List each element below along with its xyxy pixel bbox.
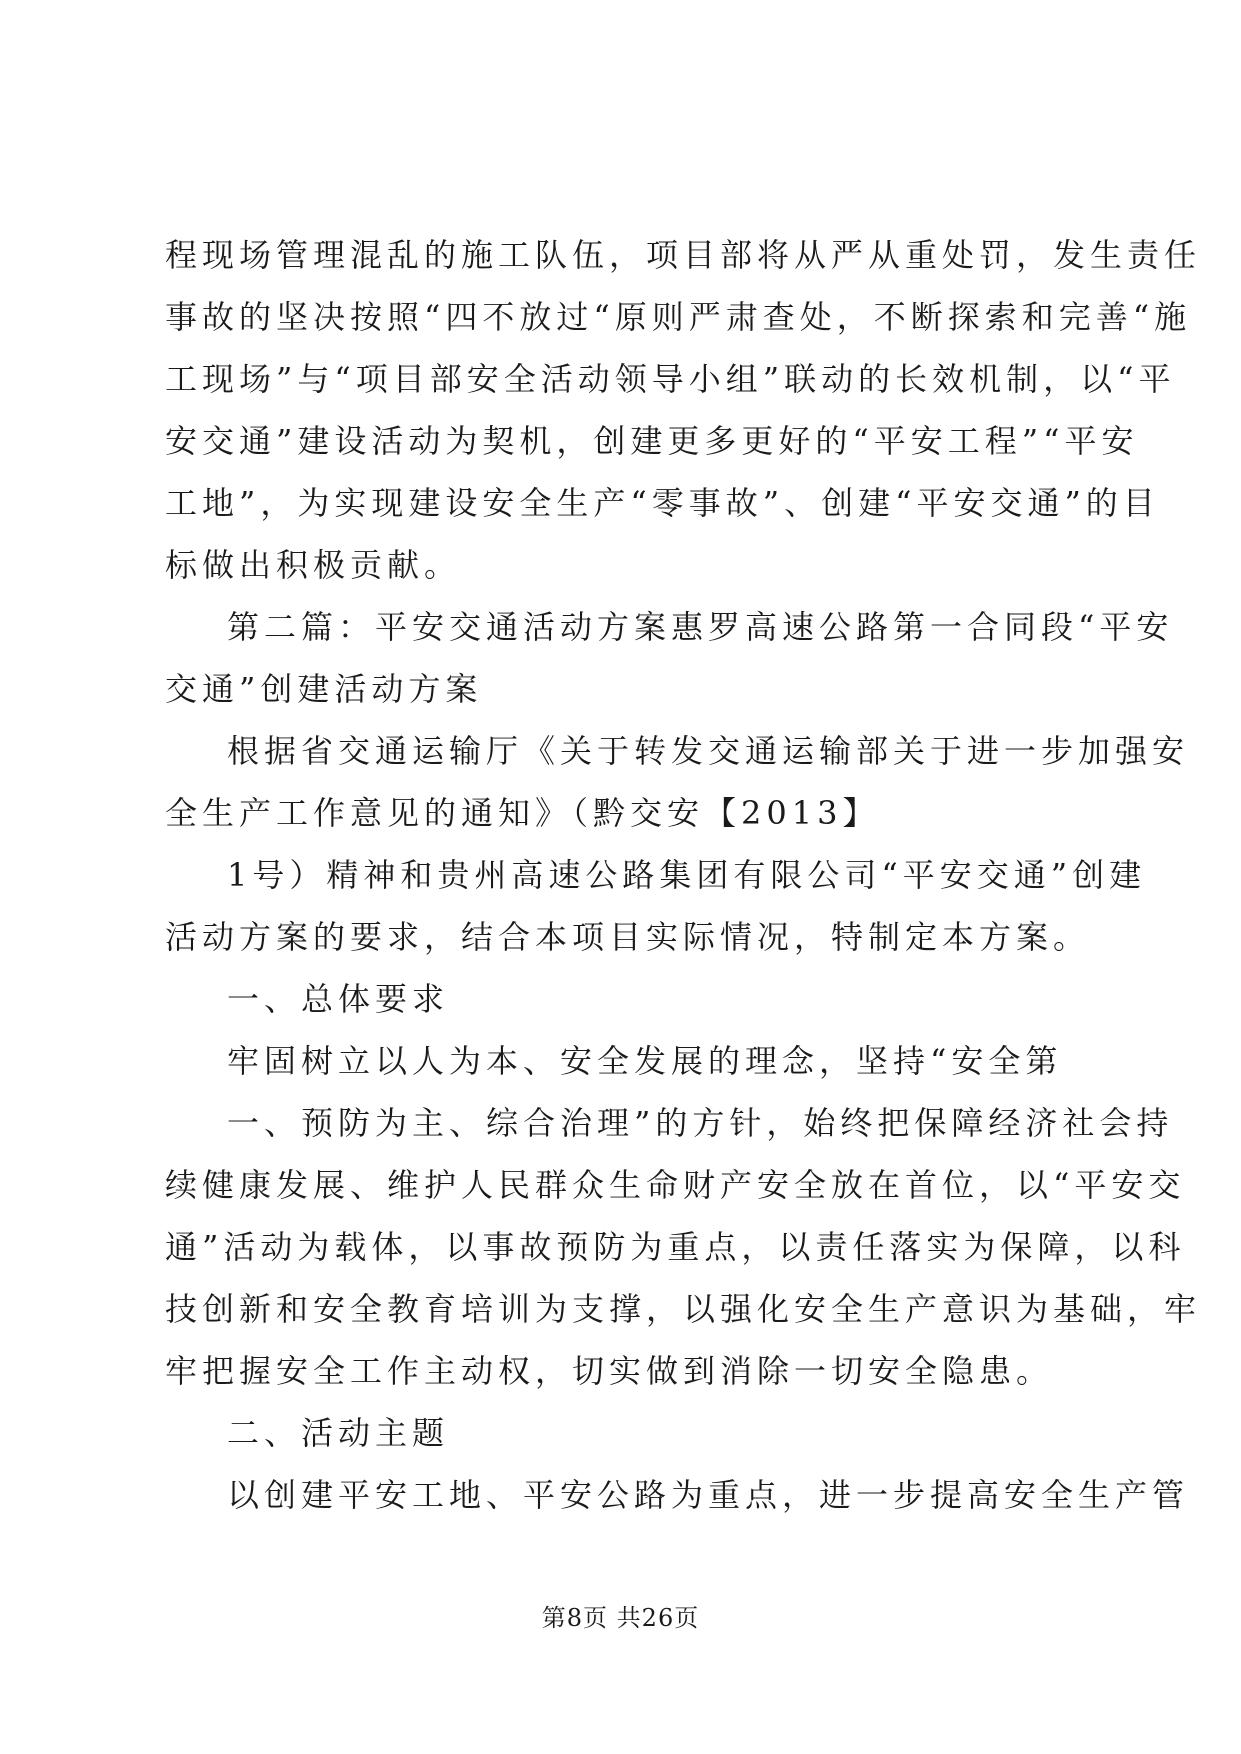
body-line: 活动方案的要求，结合本项目实际情况，特制定本方案。	[165, 918, 1091, 956]
section-heading: 第二篇：平安交通活动方案惠罗高速公路第一合同段“平安	[227, 608, 1174, 646]
body-line: 交通”创建活动方案	[165, 670, 483, 708]
body-line: 以创建平安工地、平安公路为重点，进一步提高安全生产管	[227, 1476, 1190, 1514]
body-line: 工现场”与“项目部安全活动领导小组”联动的长效机制，以“平	[165, 360, 1176, 398]
body-line: 安交通”建设活动为契机，创建更多更好的“平安工程”“平安	[165, 422, 1139, 460]
body-line: 根据省交通运输厅《关于转发交通运输部关于进一步加强安	[227, 732, 1190, 770]
body-line: 工地”，为实现建设安全生产“零事故”、创建“平安交通”的目	[165, 484, 1160, 522]
body-line: 牢固树立以人为本、安全发展的理念，坚持“安全第	[227, 1042, 1063, 1080]
subsection-heading: 一、总体要求	[227, 980, 450, 1018]
body-line: 通”活动为载体，以事故预防为重点，以责任落实为保障，以科	[165, 1228, 1186, 1266]
body-line: 标做出积极贡献。	[165, 546, 462, 584]
body-line: 程现场管理混乱的施工队伍，项目部将从严从重处罚，发生责任	[165, 236, 1202, 274]
body-line: 续健康发展、维护人民群众生命财产安全放在首位，以“平安交	[165, 1166, 1186, 1204]
body-line: 全生产工作意见的通知》（黔交安【2013】	[165, 794, 880, 832]
body-line: 一、预防为主、综合治理”的方针，始终把保障经济社会持	[227, 1104, 1174, 1142]
document-body	[165, 224, 1202, 1526]
body-line: 1号）精神和贵州高速公路集团有限公司“平安交通”创建	[227, 856, 1147, 894]
body-line: 牢把握安全工作主动权，切实做到消除一切安全隐患。	[165, 1352, 1054, 1390]
subsection-heading: 二、活动主题	[227, 1414, 450, 1452]
page-footer: 第8页 共26页	[541, 1604, 700, 1632]
body-line: 技创新和安全教育培训为支撑，以强化安全生产意识为基础，牢	[165, 1290, 1202, 1328]
body-line: 事故的坚决按照“四不放过“原则严肃查处，不断探索和完善“施	[165, 298, 1192, 336]
